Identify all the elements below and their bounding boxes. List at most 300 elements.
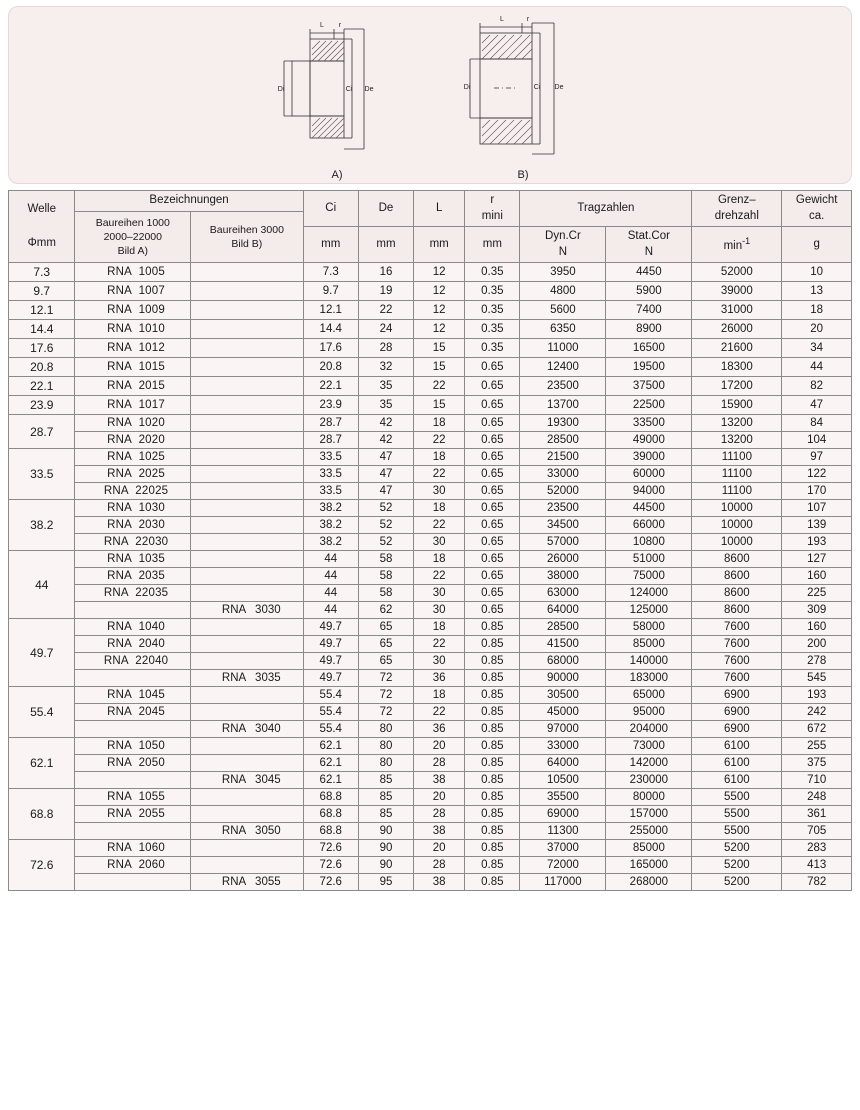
cell-gewicht: 705 <box>782 823 852 840</box>
cell-designation-b <box>191 320 304 339</box>
header-baureihen-b-line1: Baureihen 3000 <box>209 223 284 236</box>
cell-designation-b: RNA 3050 <box>191 823 304 840</box>
cell-ci: 33.5 <box>303 466 358 483</box>
cell-l: 12 <box>414 301 465 320</box>
table-row <box>9 602 852 619</box>
cell-de: 90 <box>358 823 413 840</box>
cell-l: 12 <box>414 282 465 301</box>
dim-Di-label-a: Di <box>277 86 285 93</box>
cell-designation-b <box>191 517 304 534</box>
cell-designation-a: RNA 1007 <box>75 282 191 301</box>
cell-gewicht: 139 <box>782 517 852 534</box>
cell-stat-cor: 85000 <box>606 840 692 857</box>
cell-gewicht: 361 <box>782 806 852 823</box>
cell-dyn-cr: 68000 <box>520 653 606 670</box>
cell-ci: 68.8 <box>303 823 358 840</box>
header-ci-unit: mm <box>303 227 358 263</box>
header-baureihen-a-line1: Baureihen 1000 <box>95 216 170 229</box>
header-l-unit: mm <box>414 227 465 263</box>
cell-welle: 33.5 <box>9 449 75 500</box>
cell-l: 20 <box>414 738 465 755</box>
cell-ci: 33.5 <box>303 483 358 500</box>
cell-designation-a: RNA 1017 <box>75 396 191 415</box>
cell-dyn-cr: 97000 <box>520 721 606 738</box>
cell-grenz-drehzahl: 10000 <box>692 500 782 517</box>
cell-stat-cor: 5900 <box>606 282 692 301</box>
header-ci: Ci <box>303 191 358 227</box>
cell-designation-b <box>191 738 304 755</box>
cell-grenz-drehzahl: 17200 <box>692 377 782 396</box>
cell-stat-cor: 19500 <box>606 358 692 377</box>
cell-grenz-drehzahl: 5500 <box>692 806 782 823</box>
cell-dyn-cr: 41500 <box>520 636 606 653</box>
cell-stat-cor: 268000 <box>606 874 692 891</box>
cell-grenz-drehzahl: 8600 <box>692 585 782 602</box>
table-row <box>9 670 852 687</box>
cell-l: 30 <box>414 585 465 602</box>
cell-designation-a: RNA 1045 <box>75 687 191 704</box>
cell-welle: 44 <box>9 551 75 619</box>
cell-stat-cor: 60000 <box>606 466 692 483</box>
cell-designation-b <box>191 432 304 449</box>
cell-dyn-cr: 33000 <box>520 466 606 483</box>
cell-stat-cor: 8900 <box>606 320 692 339</box>
cell-r: 0.65 <box>465 449 520 466</box>
cell-designation-a: RNA 1035 <box>75 551 191 568</box>
cell-grenz-drehzahl: 7600 <box>692 670 782 687</box>
cell-designation-b: RNA 3030 <box>191 602 304 619</box>
cell-ci: 49.7 <box>303 636 358 653</box>
table-row <box>9 823 852 840</box>
cell-gewicht: 104 <box>782 432 852 449</box>
cell-dyn-cr: 19300 <box>520 415 606 432</box>
cell-grenz-drehzahl: 21600 <box>692 339 782 358</box>
cell-r: 0.85 <box>465 806 520 823</box>
cell-l: 22 <box>414 517 465 534</box>
header-welle-text: Welle <box>27 203 57 216</box>
bearing-spec-table <box>8 190 852 891</box>
cell-grenz-drehzahl: 13200 <box>692 432 782 449</box>
cell-stat-cor: 230000 <box>606 772 692 789</box>
cell-gewicht: 160 <box>782 568 852 585</box>
table-row <box>9 619 852 636</box>
cell-designation-a: RNA 1009 <box>75 301 191 320</box>
table-row <box>9 551 852 568</box>
cell-de: 52 <box>358 500 413 517</box>
cell-ci: 44 <box>303 585 358 602</box>
cell-dyn-cr: 10500 <box>520 772 606 789</box>
cell-designation-b <box>191 857 304 874</box>
cell-r: 0.65 <box>465 551 520 568</box>
cell-designation-b <box>191 500 304 517</box>
cell-designation-a: RNA 2025 <box>75 466 191 483</box>
cell-ci: 68.8 <box>303 789 358 806</box>
cell-de: 47 <box>358 449 413 466</box>
cell-gewicht: 122 <box>782 466 852 483</box>
cell-gewicht: 710 <box>782 772 852 789</box>
cell-ci: 22.1 <box>303 377 358 396</box>
cell-ci: 28.7 <box>303 415 358 432</box>
cell-gewicht: 413 <box>782 857 852 874</box>
cell-gewicht: 193 <box>782 534 852 551</box>
cell-designation-a: RNA 1010 <box>75 320 191 339</box>
header-tragzahlen: Tragzahlen <box>520 191 692 227</box>
cell-designation-b <box>191 840 304 857</box>
header-stat <box>606 227 692 263</box>
dim-L-label-b: L <box>500 16 504 23</box>
cell-designation-b <box>191 755 304 772</box>
cell-grenz-drehzahl: 13200 <box>692 415 782 432</box>
cell-stat-cor: 22500 <box>606 396 692 415</box>
cell-designation-a: RNA 22030 <box>75 534 191 551</box>
header-grenz-line2: drehzahl <box>714 209 759 222</box>
cell-ci: 7.3 <box>303 263 358 282</box>
cell-ci: 12.1 <box>303 301 358 320</box>
cell-gewicht: 242 <box>782 704 852 721</box>
cell-r: 0.85 <box>465 823 520 840</box>
cell-de: 62 <box>358 602 413 619</box>
cell-r: 0.85 <box>465 789 520 806</box>
header-dyn-line2: N <box>558 245 568 258</box>
cell-designation-b <box>191 358 304 377</box>
cell-de: 90 <box>358 857 413 874</box>
cell-de: 65 <box>358 636 413 653</box>
cell-gewicht: 20 <box>782 320 852 339</box>
cell-designation-a: RNA 2055 <box>75 806 191 823</box>
cell-designation-a: RNA 1025 <box>75 449 191 466</box>
cell-designation-a: RNA 2050 <box>75 755 191 772</box>
cell-dyn-cr: 117000 <box>520 874 606 891</box>
table-row <box>9 339 852 358</box>
cell-r: 0.35 <box>465 282 520 301</box>
cell-gewicht: 225 <box>782 585 852 602</box>
cell-grenz-drehzahl: 8600 <box>692 602 782 619</box>
cell-gewicht: 97 <box>782 449 852 466</box>
cell-stat-cor: 183000 <box>606 670 692 687</box>
cell-dyn-cr: 64000 <box>520 602 606 619</box>
cell-designation-a <box>75 670 191 687</box>
header-gewicht-unit: g <box>782 227 852 263</box>
table-row <box>9 857 852 874</box>
header-stat-line2: N <box>644 245 654 258</box>
cell-r: 0.85 <box>465 636 520 653</box>
table-row <box>9 840 852 857</box>
cell-gewicht: 672 <box>782 721 852 738</box>
cell-dyn-cr: 72000 <box>520 857 606 874</box>
table-row <box>9 377 852 396</box>
cell-l: 20 <box>414 789 465 806</box>
cell-welle: 28.7 <box>9 415 75 449</box>
cell-stat-cor: 75000 <box>606 568 692 585</box>
cell-designation-b <box>191 466 304 483</box>
table-row <box>9 568 852 585</box>
cell-welle: 23.9 <box>9 396 75 415</box>
cell-dyn-cr: 4800 <box>520 282 606 301</box>
header-dyn-line1: Dyn.Cr <box>545 230 581 243</box>
cell-l: 20 <box>414 840 465 857</box>
cell-stat-cor: 157000 <box>606 806 692 823</box>
table-row <box>9 721 852 738</box>
header-l: L <box>414 191 465 227</box>
cell-ci: 44 <box>303 602 358 619</box>
cell-l: 38 <box>414 772 465 789</box>
cell-l: 22 <box>414 466 465 483</box>
cell-welle: 9.7 <box>9 282 75 301</box>
figure-b-label: B) <box>517 169 529 181</box>
cell-r: 0.65 <box>465 396 520 415</box>
cell-gewicht: 255 <box>782 738 852 755</box>
cell-ci: 55.4 <box>303 721 358 738</box>
cell-welle: 68.8 <box>9 789 75 840</box>
header-dyn <box>520 227 606 263</box>
cell-gewicht: 170 <box>782 483 852 500</box>
cell-gewicht: 200 <box>782 636 852 653</box>
header-baureihen-b-line2: Bild B) <box>231 237 263 250</box>
cell-dyn-cr: 52000 <box>520 483 606 500</box>
cell-designation-a: RNA 2015 <box>75 377 191 396</box>
cell-designation-b: RNA 3035 <box>191 670 304 687</box>
header-baureihen-a-line2: 2000–22000 <box>103 230 162 243</box>
cell-designation-a: RNA 1015 <box>75 358 191 377</box>
cell-designation-b <box>191 568 304 585</box>
header-grenz-line1: Grenz– <box>717 194 756 206</box>
cell-r: 0.65 <box>465 602 520 619</box>
cell-de: 47 <box>358 466 413 483</box>
cell-designation-a: RNA 2040 <box>75 636 191 653</box>
cell-designation-b <box>191 619 304 636</box>
dim-De-label-a: De <box>364 86 374 93</box>
cell-designation-b <box>191 301 304 320</box>
cell-gewicht: 782 <box>782 874 852 891</box>
header-r-line1: r <box>490 194 495 206</box>
dim-De-label-b: De <box>554 84 564 91</box>
cell-dyn-cr: 5600 <box>520 301 606 320</box>
cell-de: 58 <box>358 568 413 585</box>
cell-dyn-cr: 30500 <box>520 687 606 704</box>
cell-dyn-cr: 28500 <box>520 619 606 636</box>
cell-stat-cor: 94000 <box>606 483 692 500</box>
cell-l: 15 <box>414 339 465 358</box>
cell-designation-b <box>191 449 304 466</box>
cell-grenz-drehzahl: 6100 <box>692 738 782 755</box>
cell-gewicht: 34 <box>782 339 852 358</box>
dim-L-label-a: L <box>320 22 324 29</box>
cell-r: 0.65 <box>465 377 520 396</box>
cell-designation-a: RNA 2020 <box>75 432 191 449</box>
cell-designation-a: RNA 2060 <box>75 857 191 874</box>
cell-stat-cor: 125000 <box>606 602 692 619</box>
figure-a-drawing <box>272 11 402 166</box>
cell-r: 0.85 <box>465 670 520 687</box>
cell-stat-cor: 39000 <box>606 449 692 466</box>
cell-welle: 62.1 <box>9 738 75 789</box>
cell-stat-cor: 37500 <box>606 377 692 396</box>
cell-dyn-cr: 37000 <box>520 840 606 857</box>
cell-de: 72 <box>358 704 413 721</box>
cell-designation-a: RNA 22035 <box>75 585 191 602</box>
cell-stat-cor: 124000 <box>606 585 692 602</box>
table-row <box>9 449 852 466</box>
cell-r: 0.85 <box>465 687 520 704</box>
cell-designation-b <box>191 687 304 704</box>
cell-r: 0.85 <box>465 738 520 755</box>
cell-ci: 38.2 <box>303 517 358 534</box>
cell-l: 18 <box>414 449 465 466</box>
cell-designation-b <box>191 396 304 415</box>
cell-dyn-cr: 12400 <box>520 358 606 377</box>
cell-ci: 55.4 <box>303 704 358 721</box>
cell-ci: 28.7 <box>303 432 358 449</box>
cell-de: 22 <box>358 301 413 320</box>
cell-l: 18 <box>414 500 465 517</box>
table-row <box>9 585 852 602</box>
cell-gewicht: 107 <box>782 500 852 517</box>
cell-r: 0.65 <box>465 585 520 602</box>
cell-stat-cor: 204000 <box>606 721 692 738</box>
cell-stat-cor: 140000 <box>606 653 692 670</box>
cell-designation-b <box>191 377 304 396</box>
cell-welle: 38.2 <box>9 500 75 551</box>
cell-designation-a: RNA 2035 <box>75 568 191 585</box>
cell-r: 0.85 <box>465 755 520 772</box>
cell-r: 0.85 <box>465 619 520 636</box>
cell-dyn-cr: 64000 <box>520 755 606 772</box>
cell-de: 85 <box>358 789 413 806</box>
cell-gewicht: 18 <box>782 301 852 320</box>
cell-l: 28 <box>414 857 465 874</box>
table-row <box>9 483 852 500</box>
cell-ci: 14.4 <box>303 320 358 339</box>
cell-r: 0.35 <box>465 339 520 358</box>
cell-de: 80 <box>358 755 413 772</box>
cell-dyn-cr: 34500 <box>520 517 606 534</box>
cell-gewicht: 309 <box>782 602 852 619</box>
header-gewicht-line1: Gewicht <box>795 194 838 206</box>
cell-l: 30 <box>414 483 465 500</box>
cell-gewicht: 44 <box>782 358 852 377</box>
cell-stat-cor: 16500 <box>606 339 692 358</box>
cell-grenz-drehzahl: 10000 <box>692 517 782 534</box>
cell-l: 36 <box>414 721 465 738</box>
table-row <box>9 282 852 301</box>
cell-stat-cor: 142000 <box>606 755 692 772</box>
cell-de: 80 <box>358 721 413 738</box>
table-row <box>9 636 852 653</box>
cell-dyn-cr: 23500 <box>520 377 606 396</box>
cell-gewicht: 283 <box>782 840 852 857</box>
cell-designation-a <box>75 602 191 619</box>
cell-designation-a <box>75 721 191 738</box>
cell-grenz-drehzahl: 15900 <box>692 396 782 415</box>
cell-ci: 72.6 <box>303 857 358 874</box>
dim-Ci-label-b: Ci <box>533 84 541 91</box>
cell-grenz-drehzahl: 52000 <box>692 263 782 282</box>
cell-dyn-cr: 6350 <box>520 320 606 339</box>
cell-r: 0.65 <box>465 534 520 551</box>
cell-dyn-cr: 38000 <box>520 568 606 585</box>
cell-de: 72 <box>358 670 413 687</box>
table-row <box>9 653 852 670</box>
cell-l: 28 <box>414 806 465 823</box>
cell-grenz-drehzahl: 26000 <box>692 320 782 339</box>
cell-designation-a: RNA 1020 <box>75 415 191 432</box>
cell-r: 0.85 <box>465 653 520 670</box>
cell-grenz-drehzahl: 18300 <box>692 358 782 377</box>
cell-l: 30 <box>414 653 465 670</box>
cell-l: 30 <box>414 534 465 551</box>
cell-ci: 33.5 <box>303 449 358 466</box>
cell-designation-b: RNA 3045 <box>191 772 304 789</box>
cell-welle: 17.6 <box>9 339 75 358</box>
cell-ci: 49.7 <box>303 670 358 687</box>
cell-r: 0.65 <box>465 466 520 483</box>
cell-grenz-drehzahl: 10000 <box>692 534 782 551</box>
cell-designation-b <box>191 551 304 568</box>
cell-de: 42 <box>358 432 413 449</box>
cell-ci: 49.7 <box>303 619 358 636</box>
dim-Ci-label-a: Ci <box>345 86 353 93</box>
cell-grenz-drehzahl: 5200 <box>692 840 782 857</box>
cell-designation-b: RNA 3055 <box>191 874 304 891</box>
cell-designation-a: RNA 1040 <box>75 619 191 636</box>
bearing-diagram-panel <box>8 6 852 184</box>
cell-ci: 17.6 <box>303 339 358 358</box>
cell-dyn-cr: 57000 <box>520 534 606 551</box>
cell-ci: 62.1 <box>303 738 358 755</box>
cell-r: 0.65 <box>465 483 520 500</box>
cell-designation-b <box>191 789 304 806</box>
header-r-line2: mini <box>481 209 503 222</box>
cell-ci: 62.1 <box>303 772 358 789</box>
cell-grenz-drehzahl: 6100 <box>692 772 782 789</box>
cell-designation-a: RNA 1030 <box>75 500 191 517</box>
cell-designation-b <box>191 282 304 301</box>
table-body <box>9 263 852 891</box>
table-row <box>9 534 852 551</box>
header-stat-line1: Stat.Cor <box>627 230 670 243</box>
cell-grenz-drehzahl: 8600 <box>692 551 782 568</box>
table-row <box>9 517 852 534</box>
cell-de: 95 <box>358 874 413 891</box>
cell-designation-b <box>191 339 304 358</box>
table-row <box>9 772 852 789</box>
cell-gewicht: 10 <box>782 263 852 282</box>
cell-dyn-cr: 11300 <box>520 823 606 840</box>
cell-l: 12 <box>414 320 465 339</box>
table-row <box>9 789 852 806</box>
cell-stat-cor: 33500 <box>606 415 692 432</box>
cell-de: 52 <box>358 517 413 534</box>
cell-stat-cor: 95000 <box>606 704 692 721</box>
cell-l: 22 <box>414 432 465 449</box>
cell-welle: 72.6 <box>9 840 75 891</box>
cell-welle: 55.4 <box>9 687 75 738</box>
figure-b <box>458 11 588 181</box>
cell-grenz-drehzahl: 6900 <box>692 687 782 704</box>
cell-gewicht: 160 <box>782 619 852 636</box>
cell-dyn-cr: 23500 <box>520 500 606 517</box>
cell-ci: 72.6 <box>303 840 358 857</box>
cell-dyn-cr: 33000 <box>520 738 606 755</box>
cell-l: 12 <box>414 263 465 282</box>
cell-l: 22 <box>414 568 465 585</box>
cell-designation-a <box>75 823 191 840</box>
cell-grenz-drehzahl: 7600 <box>692 653 782 670</box>
cell-grenz-drehzahl: 5500 <box>692 823 782 840</box>
cell-stat-cor: 44500 <box>606 500 692 517</box>
cell-dyn-cr: 13700 <box>520 396 606 415</box>
cell-ci: 38.2 <box>303 500 358 517</box>
